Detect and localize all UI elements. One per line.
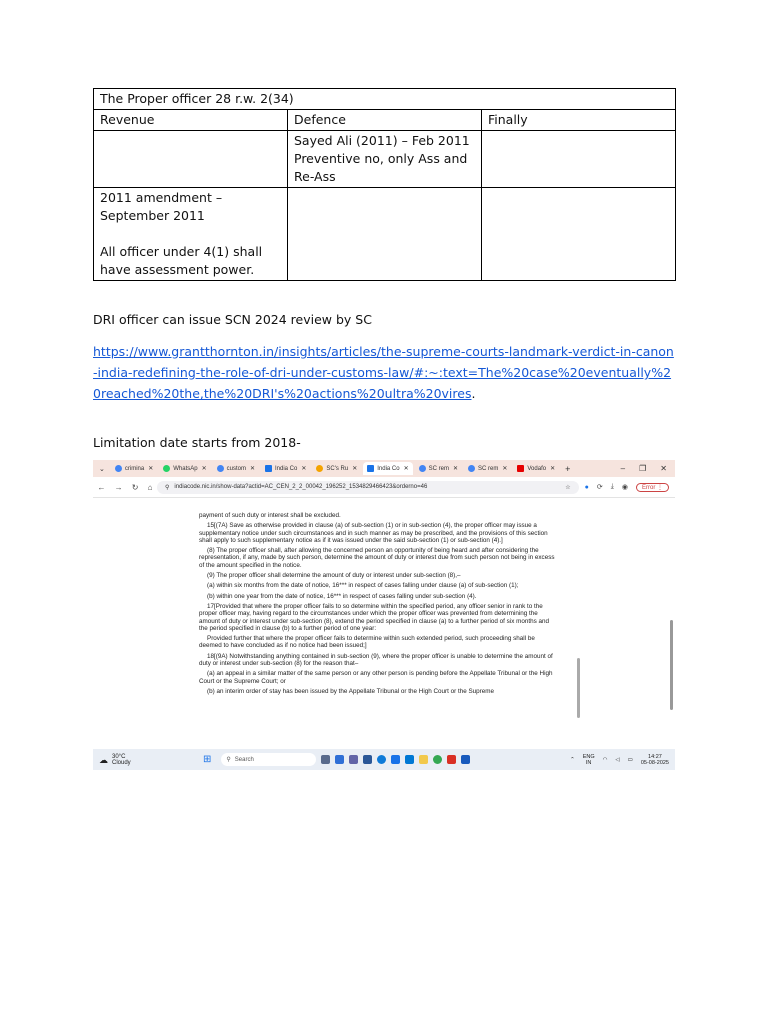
tab-label: Vodafo bbox=[527, 465, 547, 472]
document-page bbox=[93, 88, 675, 452]
indiacode-icon bbox=[367, 465, 374, 472]
language-indicator[interactable] bbox=[583, 754, 595, 766]
google-icon bbox=[419, 465, 426, 472]
close-icon[interactable]: ✕ bbox=[550, 466, 556, 472]
bookmark-star-icon[interactable]: ☆ bbox=[565, 484, 571, 491]
tab-label: WhatsAp bbox=[173, 465, 198, 472]
download-icon[interactable]: ⤓ bbox=[610, 483, 614, 490]
clock[interactable] bbox=[641, 754, 669, 766]
limitation-paragraph: Limitation date starts from 2018- bbox=[93, 435, 301, 450]
google-icon bbox=[217, 465, 224, 472]
battery-icon[interactable]: ▭ bbox=[627, 756, 633, 763]
search-placeholder: Search bbox=[234, 756, 254, 763]
tab-label: India Co bbox=[377, 465, 400, 472]
law-line: Provided further that where the proper officer fails to determine within such extended period, such proceeding shall be deemed to have concluded as if no notice had been issued;] bbox=[199, 635, 535, 650]
close-icon[interactable]: ✕ bbox=[201, 466, 207, 472]
edge-icon[interactable] bbox=[377, 755, 386, 764]
system-tray bbox=[570, 754, 675, 766]
pdf-icon[interactable] bbox=[447, 755, 456, 764]
law-line: (a) an appeal in a similar matter of the same person or any other person is pending before the Appellate Tribunal or the High Court or the Supreme Court; or bbox=[199, 670, 553, 685]
header-revenue: Revenue bbox=[94, 110, 288, 131]
dri-paragraph: DRI officer can issue SCN 2024 review by SC bbox=[93, 312, 372, 327]
weather-temp: 30°C bbox=[112, 753, 126, 760]
tab-label: SC rem bbox=[478, 465, 499, 472]
law-line: (9) The proper officer shall determine the amount of duty or interest under sub-section (8),– bbox=[207, 572, 461, 580]
table-title: The Proper officer 28 r.w. 2(34) bbox=[94, 89, 676, 110]
browser-tab[interactable] bbox=[213, 462, 259, 475]
file-explorer-icon[interactable] bbox=[419, 755, 428, 764]
close-icon[interactable]: ✕ bbox=[249, 466, 255, 472]
close-icon[interactable]: ✕ bbox=[452, 466, 459, 472]
app-icon[interactable] bbox=[391, 755, 400, 764]
header-defence: Defence bbox=[288, 110, 482, 131]
browser-tab[interactable] bbox=[513, 462, 559, 475]
profile-avatar[interactable]: ◉ bbox=[621, 484, 628, 491]
row1-finally bbox=[482, 131, 676, 188]
extension-icon[interactable]: ● bbox=[584, 483, 589, 491]
address-bar-row bbox=[93, 477, 675, 498]
row2-revenue bbox=[94, 188, 288, 281]
mail-icon[interactable] bbox=[405, 755, 414, 764]
tab-label: crimina bbox=[124, 465, 145, 472]
teams-icon[interactable] bbox=[349, 755, 358, 764]
google-icon bbox=[468, 465, 475, 472]
law-line: (b) within one year from the date of notice, 16*** in respect of cases falling under sub-section (4). bbox=[207, 592, 477, 600]
browser-tab[interactable] bbox=[111, 462, 157, 475]
law-line: (8) The proper officer shall, after allowing the concerned person an opportunity of being heard and after considering the representation, if any, made by such person, determine the amount of duty or interest due from such person not being in excess of the amount specified in the notice. bbox=[199, 547, 555, 569]
row2-finally bbox=[482, 188, 676, 281]
clock-time: 14:27 bbox=[648, 753, 662, 760]
weather-widget[interactable] bbox=[93, 754, 199, 766]
inner-scrollbar[interactable] bbox=[577, 658, 580, 718]
tab-label: SC's Ru bbox=[326, 465, 349, 472]
cloud-icon: ☁ bbox=[99, 754, 108, 765]
error-label: Error bbox=[641, 484, 656, 491]
header-finally: Finally bbox=[482, 110, 676, 131]
url-text: indiacode.nic.in/show-data?actid=AC_CEN_2_2_00042_196252_1534829466423&orderno=46 bbox=[174, 484, 428, 490]
site-info-icon[interactable]: ⚲ bbox=[165, 484, 170, 491]
link-suffix: . bbox=[471, 386, 476, 401]
article-icon bbox=[316, 465, 323, 472]
close-icon[interactable]: ✕ bbox=[148, 466, 154, 472]
law-line: (b) an interim order of stay has been issued by the Appellate Tribunal or the High Court or the Supreme bbox=[207, 687, 495, 695]
weather-desc: Cloudy bbox=[112, 759, 131, 766]
tab-label: India Co bbox=[275, 465, 298, 472]
minimize-icon[interactable]: – bbox=[620, 464, 626, 473]
windows-taskbar bbox=[93, 749, 675, 770]
row2-revenue-line1: 2011 amendment – September 2011 bbox=[100, 190, 223, 223]
row2-revenue-line2: All officer under 4(1) shall have assessment power. bbox=[100, 244, 263, 277]
url-input[interactable] bbox=[157, 481, 579, 494]
chevron-up-icon[interactable]: ⌃ bbox=[570, 756, 575, 763]
browser-tab[interactable] bbox=[464, 462, 511, 475]
browser-tab[interactable] bbox=[261, 462, 310, 475]
reload-icon[interactable]: ↻ bbox=[131, 482, 139, 492]
browser-tab-active[interactable] bbox=[363, 462, 412, 475]
law-line: payment of such duty or interest shall be excluded. bbox=[199, 512, 341, 519]
volume-icon[interactable]: ◁ bbox=[615, 756, 620, 763]
task-view-icon[interactable] bbox=[321, 755, 330, 764]
clock-date: 05-08-2025 bbox=[640, 759, 669, 766]
close-icon[interactable]: ✕ bbox=[502, 466, 508, 472]
grantthornton-link[interactable]: https://www.grantthornton.in/insights/articles/the-supreme-courts-landmark-verdict-in-canon-india-redefining-the-role-of-dri-under-customs-law/#:~:text=The%20case%20eventually%20reached%20the,the%20DRI's%20actions%20ultra%20vires bbox=[93, 344, 674, 401]
page-scrollbar[interactable] bbox=[670, 620, 673, 710]
restore-icon[interactable]: ❐ bbox=[639, 464, 647, 473]
taskbar-search[interactable] bbox=[221, 753, 316, 766]
google-icon bbox=[115, 465, 122, 472]
notes-table bbox=[93, 88, 676, 281]
row1-revenue bbox=[94, 131, 288, 188]
chrome-icon[interactable] bbox=[433, 755, 442, 764]
row1-defence: Sayed Ali (2011) – Feb 2011 Preventive no, only Ass and Re-Ass bbox=[288, 131, 482, 188]
indiacode-icon bbox=[265, 465, 272, 472]
law-line: (a) within six months from the date of notice, 16*** in respect of cases falling under clause (a) of sub-section (1); bbox=[207, 582, 519, 590]
wifi-icon[interactable]: ◠ bbox=[602, 756, 608, 763]
error-button[interactable]: Error ⋮ bbox=[636, 483, 669, 492]
tab-label: custom bbox=[226, 465, 246, 472]
link-paragraph bbox=[93, 341, 675, 404]
law-line: 18[(9A) Notwithstanding anything contained in sub-section (9), where the proper officer is unable to determine the amount of duty or interest under sub-section (8) for the reason that– bbox=[199, 652, 553, 668]
app-icon[interactable] bbox=[363, 755, 372, 764]
browser-tab[interactable] bbox=[312, 462, 361, 475]
close-icon[interactable]: ✕ bbox=[352, 466, 358, 472]
window-controls bbox=[621, 464, 675, 473]
embedded-browser-screenshot bbox=[93, 460, 675, 770]
whatsapp-icon bbox=[163, 465, 170, 472]
close-icon[interactable]: ✕ bbox=[403, 466, 409, 472]
home-icon[interactable]: ⌂ bbox=[147, 482, 153, 492]
back-icon[interactable]: ← bbox=[97, 482, 106, 492]
new-tab-button[interactable]: + bbox=[565, 463, 571, 474]
browser-tab[interactable] bbox=[415, 462, 462, 475]
law-line: 17[Provided that where the proper officer fails to so determine within the specified period, any officer senior in rank to the proper officer may, having regard to the circumstances under which the proper officer was prevented from determining the amount of duty or interest under sub-section (8), extend the period specified in clause (a) to a further period of six months and the period specified in clause (b) to a further period of one year: bbox=[199, 602, 550, 632]
search-icon: ⚲ bbox=[226, 757, 231, 763]
close-window-icon[interactable]: ✕ bbox=[660, 464, 667, 473]
browser-tab-bar bbox=[93, 460, 675, 477]
sync-icon[interactable]: ⟳ bbox=[596, 484, 603, 491]
tab-list-button[interactable]: ⌄ bbox=[99, 465, 105, 473]
forward-icon[interactable]: → bbox=[114, 482, 123, 492]
law-text bbox=[199, 512, 557, 698]
widgets-icon[interactable] bbox=[335, 755, 344, 764]
word-icon[interactable] bbox=[461, 755, 470, 764]
tab-label: SC rem bbox=[428, 465, 449, 472]
browser-tab[interactable] bbox=[159, 462, 210, 475]
row2-defence bbox=[288, 188, 482, 281]
windows-start-icon[interactable]: ⊞ bbox=[203, 754, 212, 765]
law-line: 15[(7A) Save as otherwise provided in clause (a) of sub-section (1) or in sub-section (4), the proper officer may issue a supplementary notice under such circumstances and in such manner as may be prescribed, and the provisions of this section shall apply to such supplementary notice as if it was issued under the said sub-section (1) or sub-section (4).] bbox=[199, 522, 548, 544]
vodafone-icon bbox=[517, 465, 524, 472]
lang-line1: ENG bbox=[582, 753, 595, 760]
close-icon[interactable]: ✕ bbox=[301, 466, 307, 472]
lang-line2: IN bbox=[585, 759, 592, 766]
page-content bbox=[93, 498, 675, 748]
